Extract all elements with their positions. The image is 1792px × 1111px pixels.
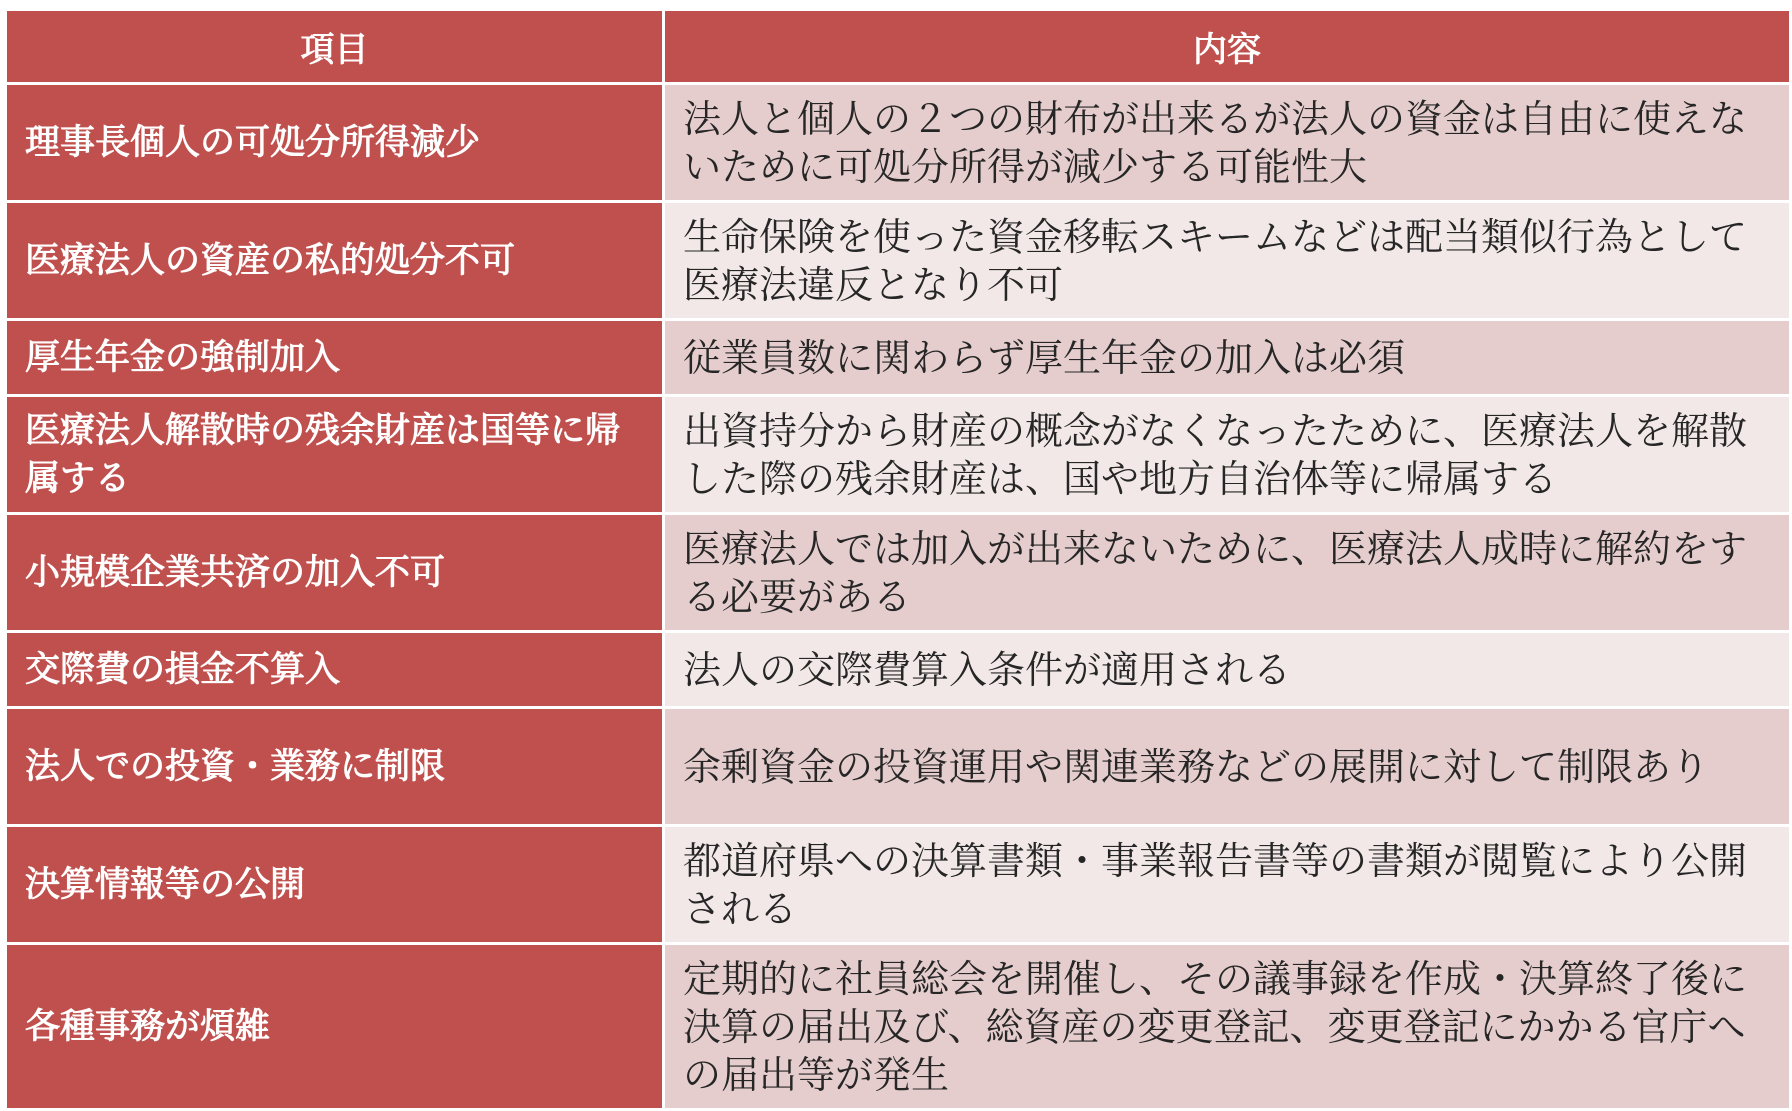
table-row xyxy=(6,202,1791,320)
header-item: 項目 xyxy=(6,10,664,84)
row-item: 厚生年金の強制加入 xyxy=(6,320,664,396)
table-header-row xyxy=(6,10,1791,84)
row-item: 交際費の損金不算入 xyxy=(6,632,664,708)
row-item: 法人での投資・業務に制限 xyxy=(6,708,664,826)
row-content: 出資持分から財産の概念がなくなったために、医療法人を解散した際の残余財産は、国や地方自治体等に帰属する xyxy=(664,396,1791,514)
row-content: 法人の交際費算入条件が適用される xyxy=(664,632,1791,708)
table-row xyxy=(6,396,1791,514)
row-content: 医療法人では加入が出来ないために、医療法人成時に解約をする必要がある xyxy=(664,514,1791,632)
table-row xyxy=(6,84,1791,202)
row-item: 各種事務が煩雑 xyxy=(6,944,664,1110)
table-row xyxy=(6,708,1791,826)
table-row xyxy=(6,944,1791,1110)
row-item: 小規模企業共済の加入不可 xyxy=(6,514,664,632)
comparison-table-container xyxy=(4,8,1789,1111)
header-content: 内容 xyxy=(664,10,1791,84)
row-item: 理事長個人の可処分所得減少 xyxy=(6,84,664,202)
table-row xyxy=(6,320,1791,396)
row-item: 決算情報等の公開 xyxy=(6,826,664,944)
row-content: 法人と個人の２つの財布が出来るが法人の資金は自由に使えないために可処分所得が減少する可能性大 xyxy=(664,84,1791,202)
row-content: 従業員数に関わらず厚生年金の加入は必須 xyxy=(664,320,1791,396)
comparison-table xyxy=(4,8,1792,1111)
row-content: 定期的に社員総会を開催し、その議事録を作成・決算終了後に決算の届出及び、総資産の変更登記、変更登記にかかる官庁への届出等が発生 xyxy=(664,944,1791,1110)
table-row xyxy=(6,826,1791,944)
row-content: 生命保険を使った資金移転スキームなどは配当類似行為として医療法違反となり不可 xyxy=(664,202,1791,320)
table-row xyxy=(6,514,1791,632)
row-item: 医療法人解散時の残余財産は国等に帰属する xyxy=(6,396,664,514)
row-content: 都道府県への決算書類・事業報告書等の書類が閲覧により公開される xyxy=(664,826,1791,944)
row-item: 医療法人の資産の私的処分不可 xyxy=(6,202,664,320)
table-row xyxy=(6,632,1791,708)
row-content: 余剰資金の投資運用や関連業務などの展開に対して制限あり xyxy=(664,708,1791,826)
